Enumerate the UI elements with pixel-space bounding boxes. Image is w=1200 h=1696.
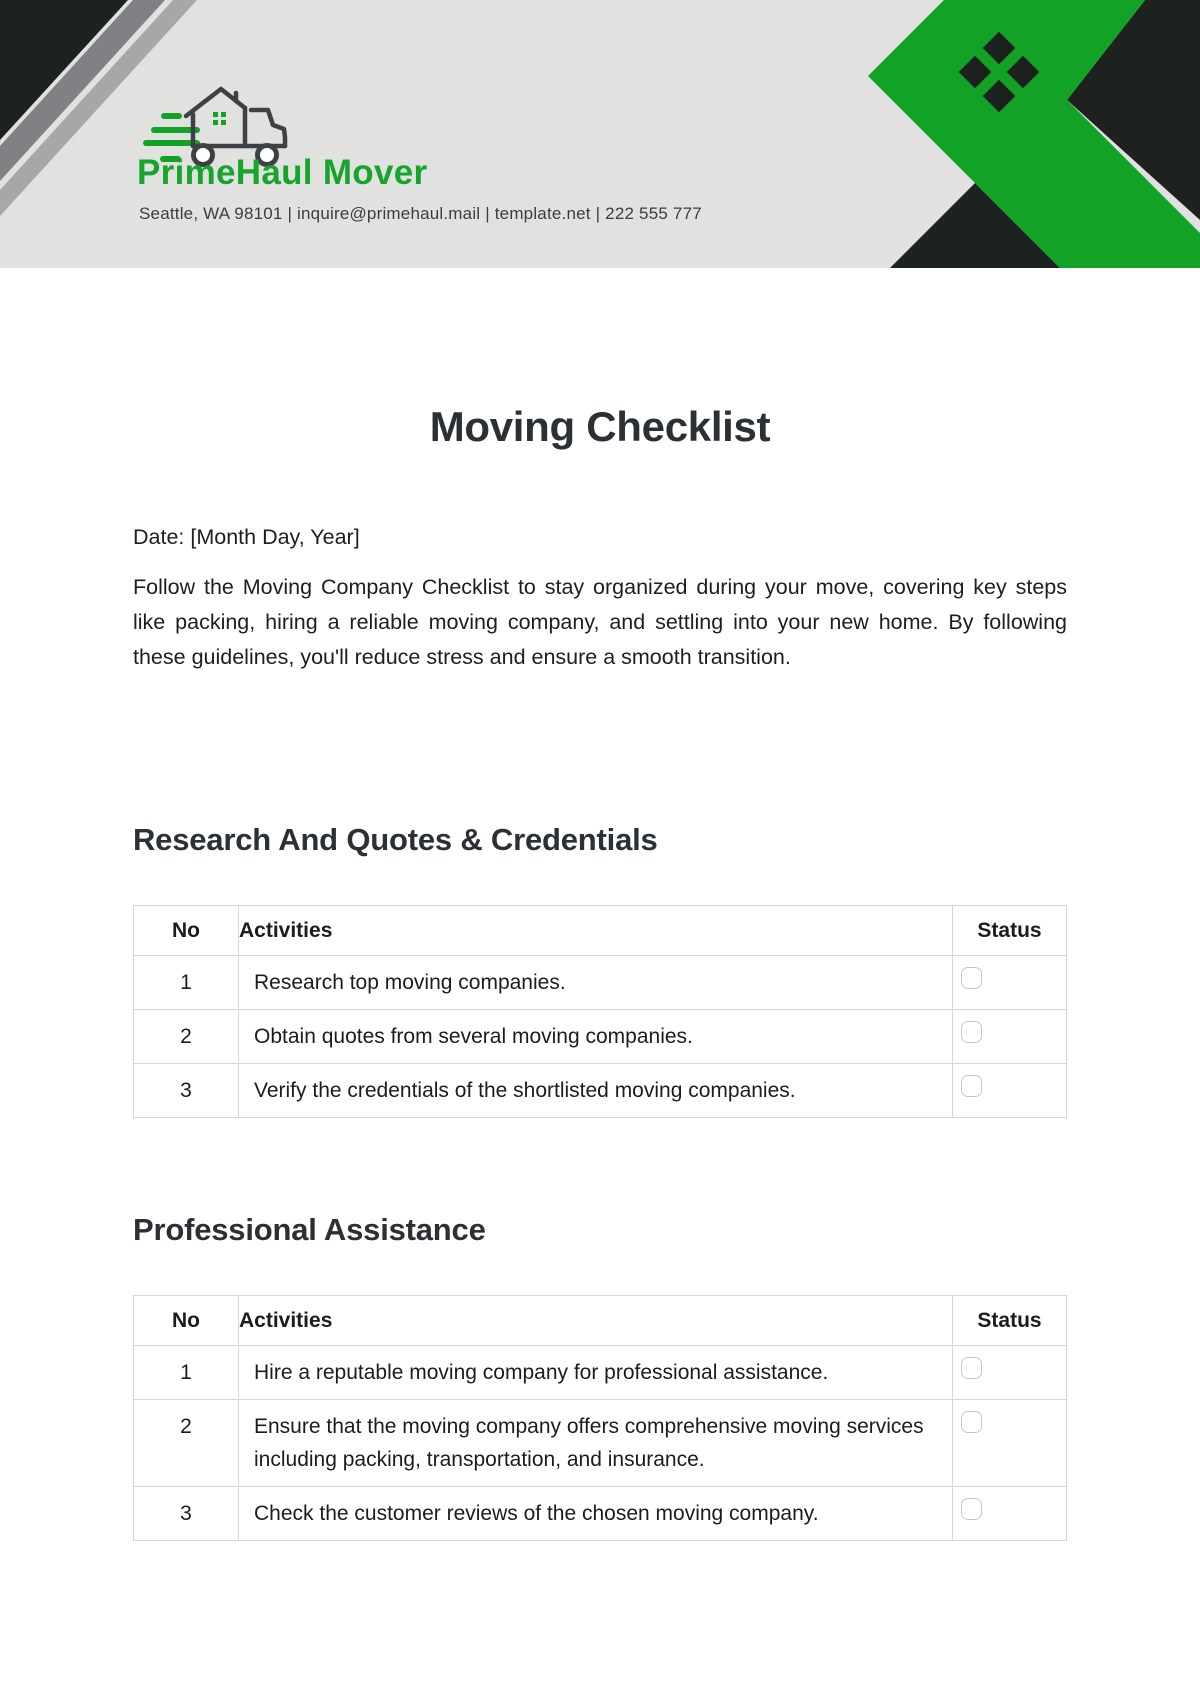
status-checkbox[interactable] <box>961 1075 982 1097</box>
status-cell <box>953 1487 1067 1541</box>
row-number: 1 <box>134 956 239 1010</box>
column-header-no: No <box>134 1296 239 1346</box>
column-header-activities: Activities <box>239 906 953 956</box>
status-checkbox[interactable] <box>961 1357 982 1379</box>
status-cell <box>953 1010 1067 1064</box>
checklist-table-research <box>133 905 1067 1118</box>
activity-text: Check the customer reviews of the chosen moving company. <box>239 1487 953 1541</box>
date-line: Date: [Month Day, Year] <box>133 525 360 549</box>
activity-text: Hire a reputable moving company for professional assistance. <box>239 1346 953 1400</box>
intro-paragraph: Follow the Moving Company Checklist to stay organized during your move, covering key steps like packing, hiring a reliable moving company, and settling into your new home. By following these guidelines, you'll reduce stress and ensure a smooth transition. <box>133 575 1067 669</box>
row-number: 2 <box>134 1400 239 1487</box>
page-title: Moving Checklist <box>429 403 771 450</box>
status-checkbox[interactable] <box>961 1021 982 1043</box>
row-number: 3 <box>134 1064 239 1118</box>
company-name: PrimeHaul Mover <box>137 153 428 192</box>
column-header-activities: Activities <box>239 1296 953 1346</box>
activity-text: Research top moving companies. <box>239 956 953 1010</box>
column-header-no: No <box>134 906 239 956</box>
table-row <box>134 1487 1067 1541</box>
table-row <box>134 1346 1067 1400</box>
status-cell <box>953 956 1067 1010</box>
row-number: 3 <box>134 1487 239 1541</box>
header-band <box>0 0 1200 268</box>
status-cell <box>953 1064 1067 1118</box>
status-cell <box>953 1400 1067 1487</box>
table-header-row <box>134 906 1067 956</box>
checklist-table-professional <box>133 1295 1067 1541</box>
row-number: 1 <box>134 1346 239 1400</box>
status-checkbox[interactable] <box>961 967 982 989</box>
table-row <box>134 956 1067 1010</box>
status-checkbox[interactable] <box>961 1411 982 1433</box>
document-body <box>0 268 1200 1541</box>
status-cell <box>953 1346 1067 1400</box>
table-row <box>134 1064 1067 1118</box>
status-checkbox[interactable] <box>961 1498 982 1520</box>
activity-text: Obtain quotes from several moving companies. <box>239 1010 953 1064</box>
column-header-status: Status <box>953 906 1067 956</box>
section-heading-research: Research And Quotes & Credentials <box>133 822 658 857</box>
column-header-status: Status <box>953 1296 1067 1346</box>
table-header-row <box>134 1296 1067 1346</box>
row-number: 2 <box>134 1010 239 1064</box>
table-row <box>134 1400 1067 1487</box>
company-contact-line: Seattle, WA 98101 | inquire@primehaul.mail | template.net | 222 555 777 <box>139 204 702 223</box>
activity-text: Ensure that the moving company offers comprehensive moving services including packing, transportation, and insurance. <box>239 1400 953 1487</box>
activity-text: Verify the credentials of the shortlisted moving companies. <box>239 1064 953 1118</box>
section-heading-professional: Professional Assistance <box>133 1212 486 1247</box>
table-row <box>134 1010 1067 1064</box>
